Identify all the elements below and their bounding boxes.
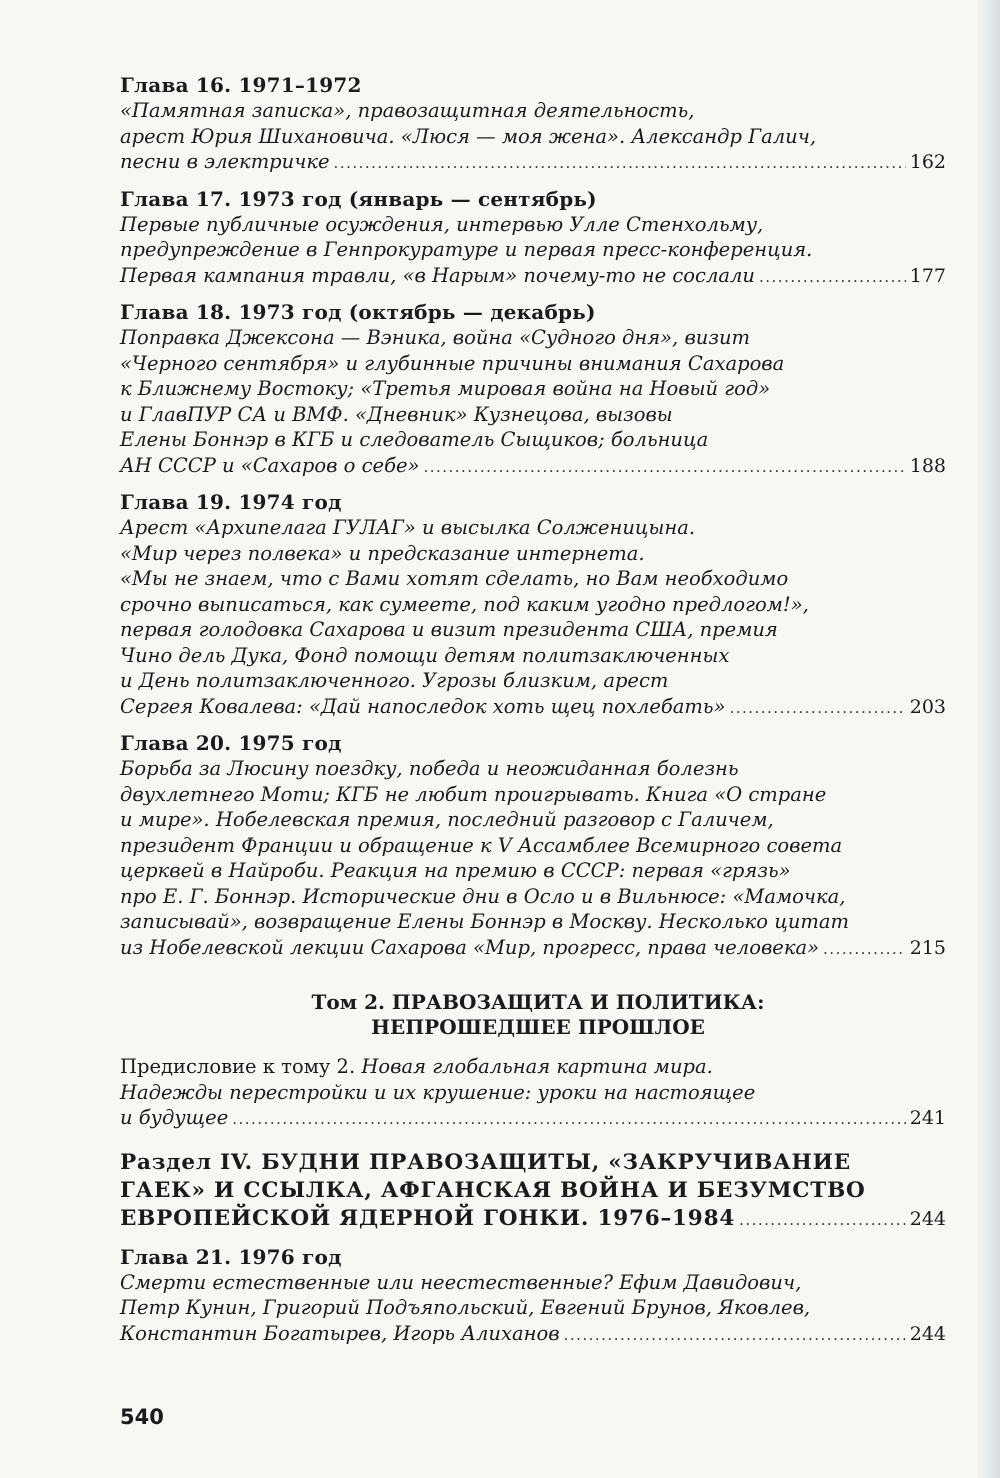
preface-title-start: Новая глобальная картина мира. <box>361 1055 713 1078</box>
chapter-description-line: записывай», возвращение Елены Боннэр в Москву. Несколько цитат <box>120 910 850 933</box>
preface-line-1 <box>120 1054 946 1080</box>
page-ref: 177 <box>909 264 946 287</box>
chapter-description-line: про Е. Г. Боннэр. Исторические дни в Осло и в Вильнюсе: «Мамочка, <box>120 884 846 908</box>
page-edge <box>978 0 1000 1478</box>
chapter-description-line: и День политзаключенного. Угрозы близким, арест <box>120 669 669 692</box>
dot-leader <box>564 1323 906 1349</box>
chapter-description-line: Смерти естественные или неестественные? Ефим Давидович, <box>120 1270 802 1294</box>
chapter-description-line: Первые публичные осуждения, интервью Улле Стенхольму, <box>120 212 764 236</box>
page-number: 540 <box>120 1405 164 1429</box>
dot-leader <box>334 151 906 177</box>
page-ref: 188 <box>909 454 946 477</box>
section-last-text: ЕВРОПЕЙСКОЙ ЯДЕРНОЙ ГОНКИ. 1976–1984 <box>120 1205 736 1231</box>
section-title-line-2: ГАЕК» И ССЫЛКА, АФГАНСКАЯ ВОЙНА И БЕЗУМСТВО <box>120 1177 866 1203</box>
chapter-description-line: и мире». Нобелевская премия, последний разговор с Галичем, <box>120 808 774 831</box>
chapter-description-line: «Памятная записка», правозащитная деятельность, <box>120 99 695 122</box>
chapter-title: Глава 16. 1971–1972 <box>120 73 362 97</box>
page-ref: 244 <box>909 1207 946 1230</box>
chapter-last-text: Первая кампания травли, «в Нарым» почему-то не сослали <box>120 263 755 287</box>
volume-heading-line-1: Том 2. ПРАВОЗАЩИТА И ПОЛИТИКА: <box>311 990 765 1014</box>
dot-leader <box>423 455 905 481</box>
chapter-description-line: срочно выписаться, как сумеете, под каким угодно предлогом!», <box>120 592 809 616</box>
chapter-description-line: Арест «Архипелага ГУЛАГ» и высылка Солженицына. <box>120 516 696 539</box>
section-title-last-line <box>120 1205 946 1234</box>
chapter-description-line: Борьба за Люсину поездку, победа и неожиданная болезнь <box>120 757 739 780</box>
dot-leader <box>232 1107 905 1133</box>
chapter-last-line <box>120 149 946 177</box>
section-title-line-1: Раздел IV. БУДНИ ПРАВОЗАЩИТЫ, «ЗАКРУЧИВАНИЕ <box>120 1149 851 1175</box>
chapter-description-line: предупреждение в Генпрокуратуре и первая пресс-конференция. <box>120 238 813 261</box>
chapter-description-line: к Ближнему Востоку; «Третья мировая война на Новый год» <box>120 377 771 400</box>
chapter-title: Глава 21. 1976 год <box>120 1244 342 1269</box>
preface-label: Предисловие к тому 2. <box>120 1055 356 1078</box>
preface-entry <box>120 1054 946 1133</box>
chapter-description-line: «Мы не знаем, что с Вами хотят сделать, но Вам необходимо <box>120 567 789 590</box>
chapter-entry <box>120 730 946 962</box>
chapter-title: Глава 18. 1973 год (октябрь — декабрь) <box>120 300 596 324</box>
dot-leader <box>823 937 906 963</box>
chapter-entry <box>120 186 946 291</box>
chapter-description-line: первая голодовка Сахарова и визит президента США, премия <box>120 618 778 641</box>
chapter-last-line <box>120 263 946 291</box>
chapter-last-text: АН СССР и «Сахаров о себе» <box>120 453 420 477</box>
volume-heading <box>120 990 946 1040</box>
chapter-last-text: Сергея Ковалева: «Дай напоследок хоть щец похлебать» <box>120 694 726 718</box>
chapter-description-line: президент Франции и обращение к V Ассамблее Всемирного совета <box>120 833 843 857</box>
page-ref: 203 <box>909 695 946 718</box>
dot-leader <box>759 265 906 291</box>
page-ref: 241 <box>909 1107 946 1129</box>
chapter-last-line <box>120 1321 946 1349</box>
chapter-last-text: песни в электричке <box>120 150 330 173</box>
chapter-last-text: Константин Богатырев, Игорь Алиханов <box>120 1321 560 1345</box>
dot-leader <box>739 1206 906 1234</box>
chapter-description-line: арест Юрия Шихановича. «Люся — моя жена». Александр Галич, <box>120 124 817 148</box>
chapter-description-line: двухлетнего Моти; КГБ не любит проигрывать. Книга «О стране <box>120 782 827 806</box>
chapter-description-line: и ГлавПУР СА и ВМФ. «Дневник» Кузнецова, вызовы <box>120 402 673 426</box>
chapter-last-line <box>120 935 946 963</box>
chapter-entry <box>120 72 946 177</box>
chapter-title: Глава 19. 1974 год <box>120 490 342 514</box>
page-ref: 244 <box>909 1322 946 1345</box>
chapter-last-line <box>120 694 946 722</box>
chapter-entry <box>120 299 946 480</box>
chapter-description-line: церквей в Найроби. Реакция на премию в СССР: первая «грязь» <box>120 859 791 882</box>
preface-last-line <box>120 1105 946 1133</box>
preface-last-text: и будущее <box>120 1106 229 1129</box>
page-ref: 162 <box>909 151 946 173</box>
page-ref: 215 <box>909 936 946 959</box>
chapter-description-line: «Мир через полвека» и предсказание интернета. <box>120 541 645 565</box>
section-entry <box>120 1149 946 1234</box>
chapter-description-line: Петр Кунин, Григорий Подъяпольский, Евгений Брунов, Яковлев, <box>120 1296 811 1319</box>
chapter-description-line: «Черного сентября» и глубинные причины внимания Сахарова <box>120 351 785 375</box>
chapter-entry <box>120 489 946 721</box>
chapter-title: Глава 20. 1975 год <box>120 731 342 755</box>
chapter-entry <box>120 1244 946 1349</box>
chapter-description-line: Елены Боннэр в КГБ и следователь Сыщиков; больница <box>120 428 709 451</box>
chapter-list <box>120 1244 946 1349</box>
dot-leader <box>729 696 905 722</box>
chapter-list <box>120 72 946 962</box>
chapter-last-text: из Нобелевской лекции Сахарова «Мир, прогресс, права человека» <box>120 935 820 959</box>
chapter-title: Глава 17. 1973 год (январь — сентябрь) <box>120 186 597 211</box>
table-of-contents <box>120 72 946 1357</box>
preface-line-2: Надежды перестройки и их крушение: уроки на настоящее <box>120 1080 756 1104</box>
volume-heading-line-2: НЕПРОШЕДШЕЕ ПРОШЛОЕ <box>371 1015 705 1039</box>
chapter-last-line <box>120 453 946 481</box>
chapter-description-line: Поправка Джексона — Вэника, война «Судного дня», визит <box>120 326 751 349</box>
chapter-description-line: Чино дель Дука, Фонд помощи детям политзаключенных <box>120 643 730 667</box>
